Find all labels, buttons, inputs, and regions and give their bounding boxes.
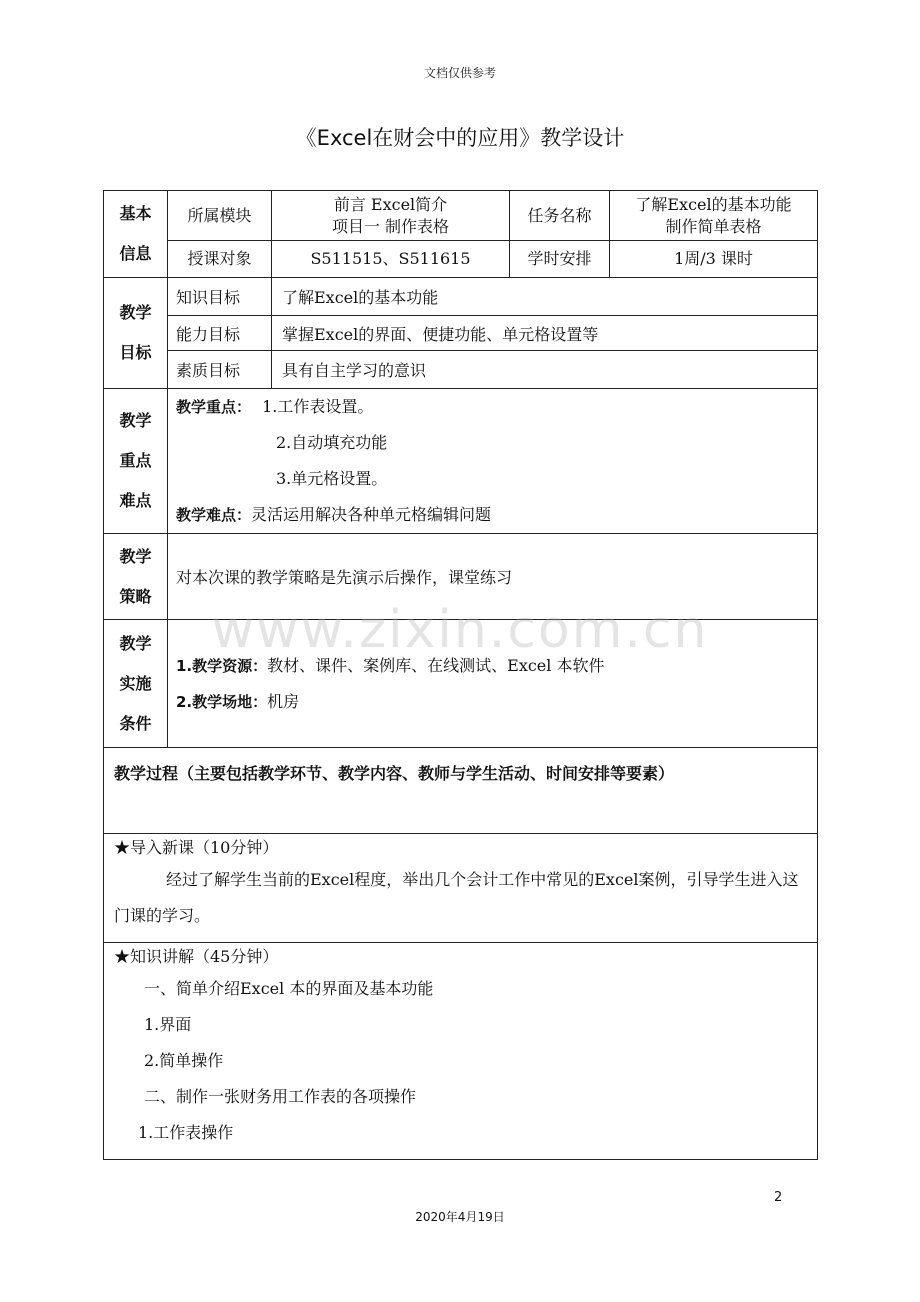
lecture-content xyxy=(104,943,818,1160)
strategy-label-line1: 教学 xyxy=(119,546,152,566)
goal-row xyxy=(104,351,818,389)
venue-line xyxy=(176,684,817,720)
basic-row-2 xyxy=(104,241,818,278)
header-note: 文档仅供参考 xyxy=(423,66,496,80)
hours-label: 学时安排 xyxy=(510,241,610,278)
module-value-line1: 前言 Excel简介 xyxy=(333,194,448,214)
intro-content xyxy=(104,834,818,943)
focus-item: 1.工作表设置。 xyxy=(262,397,374,416)
goals-label-line2: 目标 xyxy=(119,343,152,362)
lecture-line: 2.简单操作 xyxy=(144,1051,224,1070)
lecture-line: 1.界面 xyxy=(144,1015,192,1034)
basic-label-line1: 基本 xyxy=(119,204,152,223)
goal-row xyxy=(104,278,818,316)
lecture-title: ★知识讲解（45分钟） xyxy=(114,947,279,966)
module-value xyxy=(272,191,510,241)
difficulty-label: 教学难点： xyxy=(176,506,252,524)
module-label: 所属模块 xyxy=(168,191,272,241)
basic-info-label xyxy=(104,191,168,278)
goal-label: 能力目标 xyxy=(168,316,272,351)
goal-value: 掌握Excel的界面、便捷功能、单元格设置等 xyxy=(272,316,818,351)
goal-label: 素质目标 xyxy=(168,351,272,389)
conditions-label-line1: 教学 xyxy=(119,633,152,653)
task-value-line1: 了解Excel的基本功能 xyxy=(635,194,792,214)
focus-label: 教学重点： xyxy=(176,398,252,416)
focus-item: 2.自动填充功能 xyxy=(276,433,388,452)
hours-value: 1周/3 课时 xyxy=(610,241,818,278)
lecture-line: 二、制作一张财务用工作表的各项操作 xyxy=(144,1087,417,1106)
goal-value: 具有自主学习的意识 xyxy=(272,351,818,389)
intro-body: 经过了解学生当前的Excel程度，举出几个会计工作中常见的Excel案例，引导学生进入这门课的学习。 xyxy=(114,870,799,925)
goals-label-line1: 教学 xyxy=(119,303,152,322)
audience-label: 授课对象 xyxy=(168,241,272,278)
key-points-content xyxy=(168,389,818,534)
lesson-design-table xyxy=(103,190,818,1160)
goal-label: 知识目标 xyxy=(168,278,272,316)
process-heading: 教学过程（主要包括教学环节、教学内容、教师与学生活动、时间安排等要素） xyxy=(104,748,818,834)
conditions-label-line3: 条件 xyxy=(119,713,152,733)
basic-row-1 xyxy=(104,191,818,241)
lecture-line: 一、简单介绍Excel 本的界面及基本功能 xyxy=(144,979,434,998)
goal-row xyxy=(104,316,818,351)
goal-value: 了解Excel的基本功能 xyxy=(272,278,818,316)
key-points-row xyxy=(104,389,818,534)
page-number: 2 xyxy=(774,1190,783,1205)
focus-item: 3.单元格设置。 xyxy=(276,469,388,488)
footer-date: 2020年4月19日 xyxy=(415,1210,505,1224)
lecture-line: 1.工作表操作 xyxy=(138,1123,234,1142)
lecture-row xyxy=(104,943,818,1160)
conditions-label-line2: 实施 xyxy=(119,673,152,693)
intro-row xyxy=(104,834,818,943)
basic-label-line2: 信息 xyxy=(119,244,152,263)
strategy-value: 对本次课的教学策略是先演示后操作，课堂练习 xyxy=(168,534,818,620)
task-value xyxy=(610,191,818,241)
focus-line xyxy=(176,389,817,425)
watermark: www.zixin.com.cn xyxy=(211,600,709,660)
difficulty-value: 灵活运用解决各种单元格编辑问题 xyxy=(251,505,492,524)
key-label-line3: 难点 xyxy=(119,491,152,510)
page-title: 《Excel在财会中的应用》教学设计 xyxy=(295,126,625,150)
key-points-label xyxy=(104,389,168,534)
audience-value: S511515、S511615 xyxy=(272,241,510,278)
module-value-line2: 项目一 制作表格 xyxy=(331,216,450,236)
task-value-line2: 制作简单表格 xyxy=(665,216,762,236)
goals-label xyxy=(104,278,168,389)
process-heading-row xyxy=(104,748,818,834)
strategy-label-line2: 策略 xyxy=(119,586,152,606)
difficulty-line xyxy=(176,497,817,533)
venue-value: 机房 xyxy=(267,691,300,711)
key-label-line1: 教学 xyxy=(119,411,152,430)
resources-label: 1.教学资源： xyxy=(176,656,268,675)
intro-title: ★导入新课（10分钟） xyxy=(114,838,279,857)
task-label: 任务名称 xyxy=(510,191,610,241)
key-label-line2: 重点 xyxy=(119,451,152,470)
resources-value: 教材、课件、案例库、在线测试、Excel 本软件 xyxy=(267,655,605,675)
venue-label: 2.教学场地： xyxy=(176,692,268,711)
